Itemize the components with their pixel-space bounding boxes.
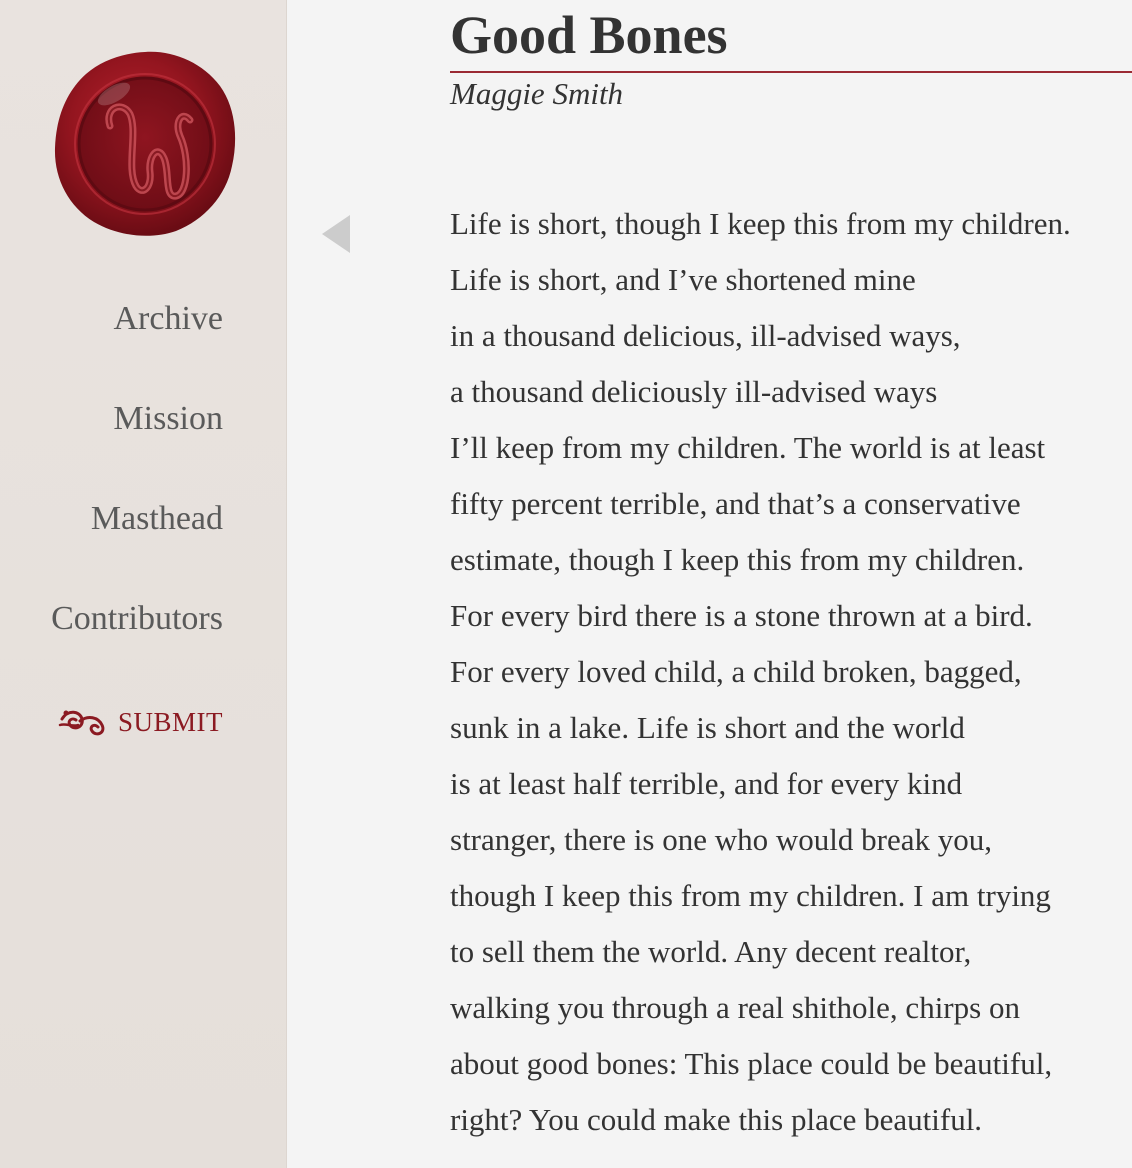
back-triangle-icon[interactable] bbox=[320, 213, 352, 255]
poem-line: a thousand deliciously ill-advised ways bbox=[450, 374, 938, 409]
submit-label: SUBMIT bbox=[117, 706, 223, 737]
poem-line: fifty percent terrible, and that’s a conservative bbox=[450, 486, 1021, 521]
poem-line: about good bones: This place could be beautiful, bbox=[450, 1046, 1053, 1081]
poem-line: Life is short, and I’ve shortened mine bbox=[450, 262, 916, 297]
poem-line: estimate, though I keep this from my children. bbox=[450, 542, 1025, 577]
poem-line: stranger, there is one who would break you, bbox=[450, 822, 992, 857]
wax-seal-logo-icon[interactable] bbox=[52, 48, 238, 238]
poem-line: right? You could make this place beautiful. bbox=[450, 1102, 983, 1137]
poem-line: I’ll keep from my children. The world is at least bbox=[450, 430, 1046, 465]
nav-masthead[interactable]: Masthead bbox=[90, 500, 223, 537]
nav-contributors[interactable]: Contributors bbox=[51, 600, 223, 637]
poem-line: walking you through a real shithole, chirps on bbox=[450, 990, 1020, 1025]
poem-line: though I keep this from my children. I am trying bbox=[450, 878, 1051, 913]
page-title: Good Bones bbox=[450, 5, 728, 65]
poem-line: For every loved child, a child broken, bagged, bbox=[450, 654, 1022, 689]
submit-link[interactable] bbox=[58, 705, 223, 739]
nav-archive[interactable]: Archive bbox=[113, 300, 223, 337]
poem-line: Life is short, though I keep this from my children. bbox=[450, 206, 1071, 241]
poem-line: sunk in a lake. Life is short and the world bbox=[450, 710, 965, 745]
title-divider bbox=[450, 71, 1132, 73]
poem-body bbox=[450, 196, 1132, 1148]
poem-line: is at least half terrible, and for every kind bbox=[450, 766, 963, 801]
poem-line: to sell them the world. Any decent realtor, bbox=[450, 934, 972, 969]
nav-mission[interactable]: Mission bbox=[113, 400, 223, 437]
poem-line: in a thousand delicious, ill-advised ways, bbox=[450, 318, 961, 353]
sidebar bbox=[0, 0, 287, 1168]
author-byline[interactable]: Maggie Smith bbox=[450, 76, 624, 111]
poem-line: For every bird there is a stone thrown at a bird. bbox=[450, 598, 1033, 633]
ornament-flourish-icon bbox=[58, 705, 110, 739]
